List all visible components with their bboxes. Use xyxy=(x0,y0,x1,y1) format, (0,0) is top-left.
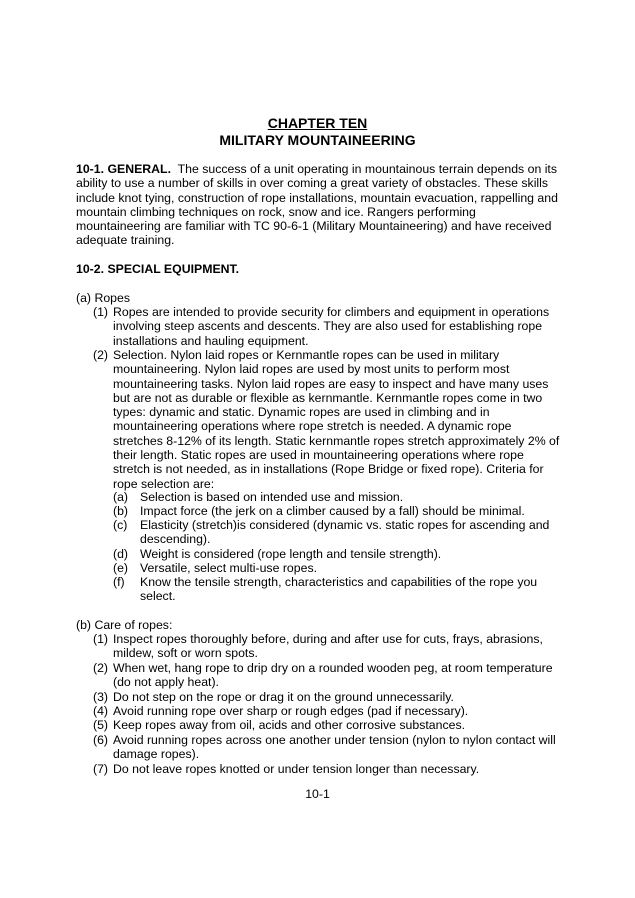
care-item-3-num: (3) xyxy=(93,690,109,704)
care-label: (b) Care of ropes: xyxy=(76,618,173,632)
ropes-label: (a) Ropes xyxy=(76,291,130,305)
care-item-1-text: Inspect ropes thoroughly before, during and after use for cuts, frays, abrasions, mildew, soft or worn spots. xyxy=(113,632,543,661)
criteria-text-a: Selection is based on intended use and mission. xyxy=(140,490,404,504)
care-item-3-text: Do not step on the rope or drag it on the ground unnecessarily. xyxy=(113,690,454,704)
chapter-subtitle: MILITARY MOUNTAINEERING xyxy=(219,132,416,148)
care-item-1-num: (1) xyxy=(93,632,109,646)
care-item-2-num: (2) xyxy=(93,661,109,675)
care-item-5-text: Keep ropes away from oil, acids and other corrosive substances. xyxy=(113,718,466,732)
criteria-text-f: Know the tensile strength, characteristics and capabilities of the rope you select. xyxy=(140,575,538,604)
care-item-2-text: When wet, hang rope to drip dry on a rounded wooden peg, at room temperature (do not apply heat). xyxy=(113,661,553,690)
general-label: 10-1. GENERAL. xyxy=(76,162,171,176)
care-item-4-text: Avoid running rope over sharp or rough edges (pad if necessary). xyxy=(113,704,469,718)
ropes-item-2-text: Selection. Nylon laid ropes or Kernmantle ropes can be used in military mountaineering. Nylon laid ropes are used by most units to perform most mountaineering tasks. Nylon laid ropes are easy to inspect and have many uses but are not as durable or flexible as kernmantle. Kernmantle ropes come in two types: dynamic and static. Dynamic ropes are used in climbing and in mountaineering operations where rope stretch is needed. A dynamic rope stretches 8-12% of its length. Static kernmantle ropes stretch approximately 2% of their length. Static ropes are used in mountaineering operations where rope stretch is not needed, as in installations (Rope Bridge or fixed rope). Criteria for rope selection are: xyxy=(113,348,560,491)
general-paragraph xyxy=(76,162,562,248)
criteria-label-c: (c) xyxy=(113,518,128,532)
care-item-5-num: (5) xyxy=(93,718,109,732)
care-item-7-num: (7) xyxy=(93,762,109,776)
ropes-item-1-text: Ropes are intended to provide security for climbers and equipment in operations involving steep ascents and descents. They are also used for establishing rope installations and hauling equipment. xyxy=(113,305,550,348)
criteria-label-a: (a) xyxy=(113,490,129,504)
page-number: 10-1 xyxy=(305,787,330,801)
chapter-title: CHAPTER TEN xyxy=(267,115,368,131)
care-item-6-num: (6) xyxy=(93,733,109,747)
ropes-item-2-num: (2) xyxy=(93,348,109,362)
care-item-7-text: Do not leave ropes knotted or under tension longer than necessary. xyxy=(113,762,480,776)
criteria-label-d: (d) xyxy=(113,547,129,561)
criteria-text-c: Elasticity (stretch)is considered (dynamic vs. static ropes for ascending and descending). xyxy=(140,518,550,547)
criteria-text-e: Versatile, select multi-use ropes. xyxy=(140,561,318,575)
general-text: The success of a unit operating in mountainous terrain depends on its ability to use a number of skills in over coming a great variety of obstacles. These skills include knot tying, construction of rope installations, mountain evacuation, rappelling and mountain climbing techniques on rock, snow and ice. Rangers performing mountaineering are familiar with TC 90-6-1 (Military Mountaineering) and have received adequate training. xyxy=(76,162,558,248)
criteria-label-f: (f) xyxy=(113,575,125,589)
ropes-item-1-num: (1) xyxy=(93,305,109,319)
criteria-label-b: (b) xyxy=(113,504,129,518)
care-item-6-text: Avoid running ropes across one another under tension (nylon to nylon contact will damage ropes). xyxy=(113,733,556,762)
criteria-text-d: Weight is considered (rope length and tensile strength). xyxy=(140,547,442,561)
criteria-label-e: (e) xyxy=(113,561,129,575)
criteria-text-b: Impact force (the jerk on a climber caused by a fall) should be minimal. xyxy=(140,504,525,518)
special-equipment-heading: 10-2. SPECIAL EQUIPMENT. xyxy=(76,262,240,276)
care-item-4-num: (4) xyxy=(93,704,109,718)
